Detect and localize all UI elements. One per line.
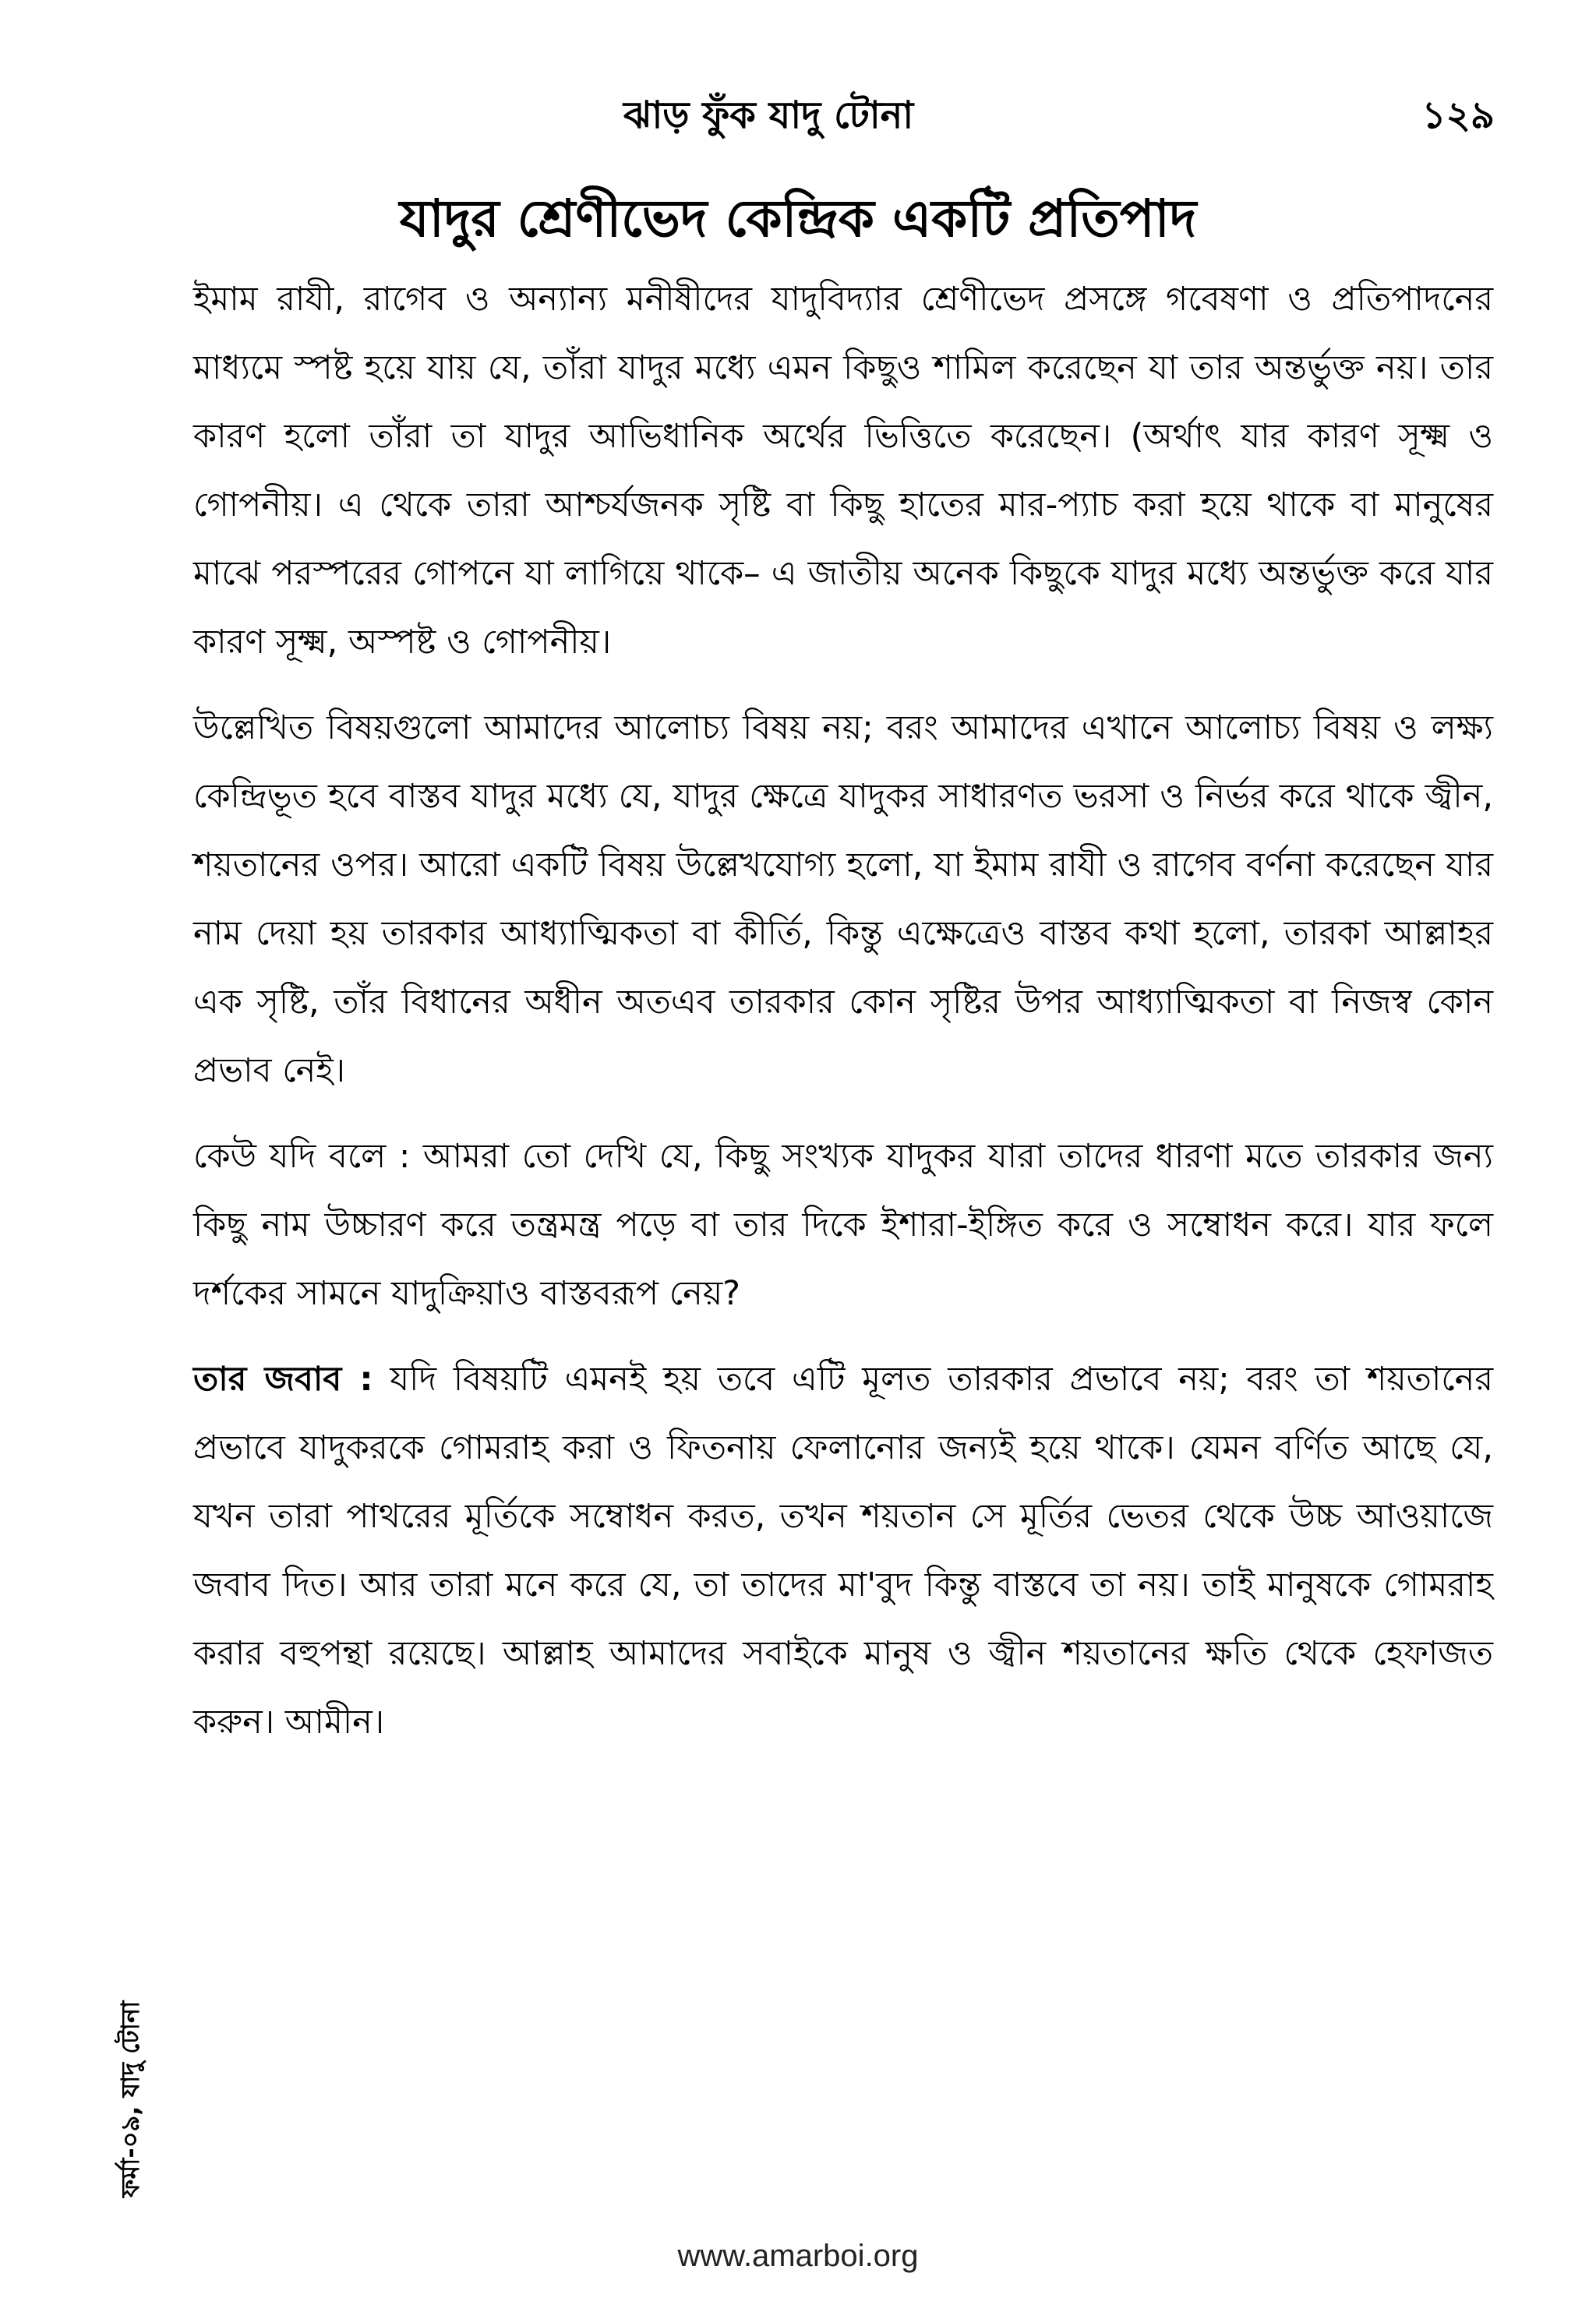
body-text — [193, 265, 1493, 1774]
paragraph-3: কেউ যদি বলে : আমরা তো দেখি যে, কিছু সংখ্যক যাদুকর যারা তাদের ধারণা মতে তারকার জন্য কিছু নাম উচ্চারণ করে তন্ত্রমন্ত্র পড়ে বা তার দিকে ইশারা-ইঙ্গিত করে ও সম্বোধন করে। যার ফলে দর্শকের সামনে যাদুক্রিয়াও বাস্তবরূপ নেয়? — [193, 1137, 1493, 1313]
signature-mark: ফর্মা-০৯, যাদু টোনা — [115, 2000, 145, 2197]
page-number: ১২৯ — [1421, 94, 1495, 137]
running-title: ঝাড় ফুঁক যাদু টোনা — [623, 94, 914, 137]
footer-url: www.amarboi.org — [677, 2239, 919, 2273]
paragraph-1: ইমাম রাযী, রাগেব ও অন্যান্য মনীষীদের যাদুবিদ্যার শ্রেণীভেদ প্রসঙ্গে গবেষণা ও প্রতিপাদনের মাধ্যমে স্পষ্ট হয়ে যায় যে, তাঁরা যাদুর মধ্যে এমন কিছুও শামিল করেছেন যা তার অন্তর্ভুক্ত নয়। তার কারণ হলো তাঁরা তা যাদুর আভিধানিক অর্থের ভিত্তিতে করেছেন। (অর্থাৎ যার কারণ সূক্ষ্ম ও গোপনীয়। এ থেকে তারা আশ্চর্যজনক সৃষ্টি বা কিছু হাতের মার-প্যাচ করা হয়ে থাকে বা মানুষের মাঝে পরস্পরের গোপনে যা লাগিয়ে থাকে– এ জাতীয় অনেক কিছুকে যাদুর মধ্যে অন্তর্ভুক্ত করে যার কারণ সূক্ষ্ম, অস্পষ্ট ও গোপনীয়। — [193, 280, 1493, 662]
answer-lead: তার জবাব : — [193, 1360, 373, 1399]
chapter-heading: যাদুর শ্রেণীভেদ কেন্দ্রিক একটি প্রতিপাদ — [399, 189, 1197, 249]
running-header — [0, 87, 1596, 142]
answer-text: যদি বিষয়টি এমনই হয় তবে এটি মূলত তারকার প্রভাবে নয়; বরং তা শয়তানের প্রভাবে যাদুকরকে গোমরাহ করা ও ফিতনায় ফেলানোর জন্যই হয়ে থাকে। যেমন বর্ণিত আছে যে, যখন তারা পাথরের মূর্তিকে সম্বোধন করত, তখন শয়তান সে মূর্তির ভেতর থেকে উচ্চ আওয়াজে জবাব দিত। আর তারা মনে করে যে, তা তাদের মা'বুদ কিন্তু বাস্তবে তা নয়। তাই মানুষকে গোমরাহ করার বহুপন্থা রয়েছে। আল্লাহ আমাদের সবাইকে মানুষ ও জ্বীন শয়তানের ক্ষতি থেকে হেফাজত করুন। আমীন। — [193, 1360, 1493, 1742]
answer-paragraph — [193, 1345, 1493, 1756]
paragraph-2: উল্লেখিত বিষয়গুলো আমাদের আলোচ্য বিষয় নয়; বরং আমাদের এখানে আলোচ্য বিষয় ও লক্ষ্য কেন্দ্রিভূত হবে বাস্তব যাদুর মধ্যে যে, যাদুর ক্ষেত্রে যাদুকর সাধারণত ভরসা ও নির্ভর করে থাকে জ্বীন, শয়তানের ওপর। আরো একটি বিষয় উল্লেখযোগ্য হলো, যা ইমাম রাযী ও রাগেব বর্ণনা করেছেন যার নাম দেয়া হয় তারকার আধ্যাত্মিকতা বা কীর্তি, কিন্তু এক্ষেত্রেও বাস্তব কথা হলো, তারকা আল্লাহর এক সৃষ্টি, তাঁর বিধানের অধীন অতএব তারকার কোন সৃষ্টির উপর আধ্যাত্মিকতা বা নিজস্ব কোন প্রভাব নেই। — [193, 708, 1493, 1090]
